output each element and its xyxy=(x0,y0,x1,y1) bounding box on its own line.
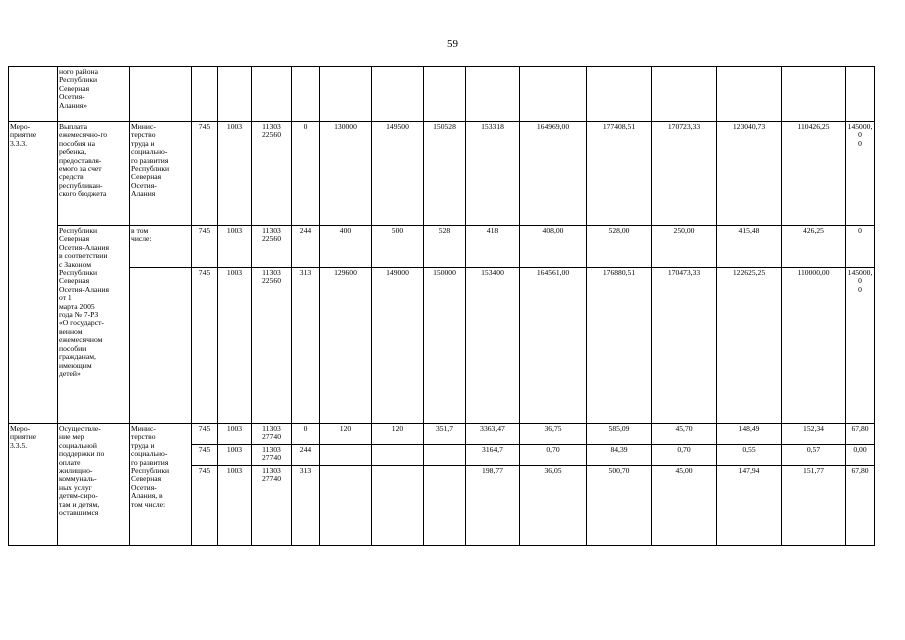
value-cell: 528,00 xyxy=(587,226,652,268)
value-cell: 426,25 xyxy=(782,226,846,268)
measure-name-cell: Республики Северная Осетия-Алания в соответствии с Законом Республики Северная Осетия-Алания от 1 марта 2005 года № 7-РЗ «О государст- венном ежемесячном пособии гражданам, имеющим детей» xyxy=(58,226,130,424)
table-cell xyxy=(218,67,252,122)
table-cell xyxy=(9,67,58,122)
value-cell xyxy=(320,445,372,466)
value-cell: 36,05 xyxy=(520,466,587,546)
value-cell: 250,00 xyxy=(652,226,717,268)
value-cell: 150528 xyxy=(424,122,466,226)
value-cell: 45,00 xyxy=(652,466,717,546)
value-cell: 84,39 xyxy=(587,445,652,466)
csr-cell: 11303 22560 xyxy=(252,122,292,226)
measure-name-cell: Выплата ежемесячно-го пособия на ребенка, предоставля- емого за счет средств республикан- ского бюджета xyxy=(58,122,130,226)
grbs-cell: 745 xyxy=(192,424,218,445)
value-cell: 151,77 xyxy=(782,466,846,546)
value-cell: 45,70 xyxy=(652,424,717,445)
value-cell: 164969,00 xyxy=(520,122,587,226)
budget-table xyxy=(8,66,875,546)
executor-cell xyxy=(130,268,192,424)
value-cell: 122625,25 xyxy=(717,268,782,424)
table-row xyxy=(9,122,875,226)
table-cell xyxy=(846,67,875,122)
value-cell: 415,48 xyxy=(717,226,782,268)
value-cell: 528 xyxy=(424,226,466,268)
table-cell xyxy=(130,67,192,122)
rzpr-cell: 1003 xyxy=(218,466,252,546)
value-cell: 164561,00 xyxy=(520,268,587,424)
value-cell xyxy=(372,466,424,546)
value-cell: 0,00 xyxy=(846,445,875,466)
value-cell: 123040,73 xyxy=(717,122,782,226)
grbs-cell: 745 xyxy=(192,445,218,466)
vr-cell: 0 xyxy=(292,424,320,445)
value-cell: 120 xyxy=(320,424,372,445)
value-cell: 153318 xyxy=(466,122,520,226)
table-cell xyxy=(587,67,652,122)
rzpr-cell: 1003 xyxy=(218,424,252,445)
program-name-cell: ного района Республики Северная Осетия- Алания» xyxy=(58,67,130,122)
value-cell: 3164,7 xyxy=(466,445,520,466)
value-cell: 500 xyxy=(372,226,424,268)
page-number: 59 xyxy=(447,38,458,50)
value-cell: 170723,33 xyxy=(652,122,717,226)
vr-cell: 0 xyxy=(292,122,320,226)
value-cell xyxy=(372,445,424,466)
table-cell xyxy=(292,67,320,122)
value-cell: 149500 xyxy=(372,122,424,226)
table-cell xyxy=(252,67,292,122)
table-row xyxy=(9,268,875,424)
value-cell: 400 xyxy=(320,226,372,268)
value-cell: 418 xyxy=(466,226,520,268)
value-cell: 147,94 xyxy=(717,466,782,546)
value-cell: 110000,00 xyxy=(782,268,846,424)
value-cell: 408,00 xyxy=(520,226,587,268)
value-cell: 110426,25 xyxy=(782,122,846,226)
value-cell: 149000 xyxy=(372,268,424,424)
value-cell xyxy=(424,466,466,546)
grbs-cell: 745 xyxy=(192,226,218,268)
table-cell xyxy=(652,67,717,122)
value-cell: 500,70 xyxy=(587,466,652,546)
csr-cell: 11303 27740 xyxy=(252,424,292,445)
value-cell: 585,09 xyxy=(587,424,652,445)
table-cell xyxy=(424,67,466,122)
value-cell xyxy=(320,466,372,546)
table-cell xyxy=(320,67,372,122)
measure-label-cell: Меро- приятие 3.3.5. xyxy=(9,424,58,546)
table-cell xyxy=(466,67,520,122)
value-cell: 198,77 xyxy=(466,466,520,546)
vr-cell: 244 xyxy=(292,445,320,466)
grbs-cell: 745 xyxy=(192,268,218,424)
measure-name-cell: Осуществле- ние мер социальной поддержки по оплате жилищно- коммуналь- ных услуг детям-сиро- там и детям, оставшимся xyxy=(58,424,130,546)
measure-label-cell: Меро- приятие 3.3.3. xyxy=(9,122,58,424)
value-cell: 145000,0 0 xyxy=(846,122,875,226)
value-cell: 0,57 xyxy=(782,445,846,466)
table-cell xyxy=(192,67,218,122)
table-cell xyxy=(520,67,587,122)
executor-cell: Минис- терство труда и социально- го развития Республики Северная Осетия- Алания xyxy=(130,122,192,226)
executor-cell: в том числе: xyxy=(130,226,192,268)
value-cell: 120 xyxy=(372,424,424,445)
vr-cell: 313 xyxy=(292,268,320,424)
table-row xyxy=(9,424,875,445)
vr-cell: 313 xyxy=(292,466,320,546)
table-cell xyxy=(717,67,782,122)
table-cell xyxy=(782,67,846,122)
rzpr-cell: 1003 xyxy=(218,445,252,466)
grbs-cell: 745 xyxy=(192,122,218,226)
value-cell: 170473,33 xyxy=(652,268,717,424)
value-cell: 0,70 xyxy=(520,445,587,466)
value-cell: 67,80 xyxy=(846,466,875,546)
value-cell: 0,55 xyxy=(717,445,782,466)
value-cell: 0,70 xyxy=(652,445,717,466)
value-cell: 130000 xyxy=(320,122,372,226)
value-cell: 0 xyxy=(846,226,875,268)
rzpr-cell: 1003 xyxy=(218,122,252,226)
csr-cell: 11303 22560 xyxy=(252,226,292,268)
value-cell: 153400 xyxy=(466,268,520,424)
value-cell: 145000,0 0 xyxy=(846,268,875,424)
value-cell: 177408,51 xyxy=(587,122,652,226)
value-cell: 152,34 xyxy=(782,424,846,445)
executor-cell: Минис- терство труда и социально- го развития Республики Северная Осетия- Алания, в том числе: xyxy=(130,424,192,546)
csr-cell: 11303 27740 xyxy=(252,466,292,546)
rzpr-cell: 1003 xyxy=(218,226,252,268)
value-cell: 148,49 xyxy=(717,424,782,445)
value-cell: 67,80 xyxy=(846,424,875,445)
value-cell xyxy=(424,445,466,466)
table-row xyxy=(9,226,875,268)
value-cell: 150000 xyxy=(424,268,466,424)
value-cell: 129600 xyxy=(320,268,372,424)
value-cell: 36,75 xyxy=(520,424,587,445)
value-cell: 3363,47 xyxy=(466,424,520,445)
csr-cell: 11303 22560 xyxy=(252,268,292,424)
rzpr-cell: 1003 xyxy=(218,268,252,424)
csr-cell: 11303 27740 xyxy=(252,445,292,466)
table-row xyxy=(9,67,875,122)
grbs-cell: 745 xyxy=(192,466,218,546)
value-cell: 176880,51 xyxy=(587,268,652,424)
vr-cell: 244 xyxy=(292,226,320,268)
value-cell: 351,7 xyxy=(424,424,466,445)
table-cell xyxy=(372,67,424,122)
